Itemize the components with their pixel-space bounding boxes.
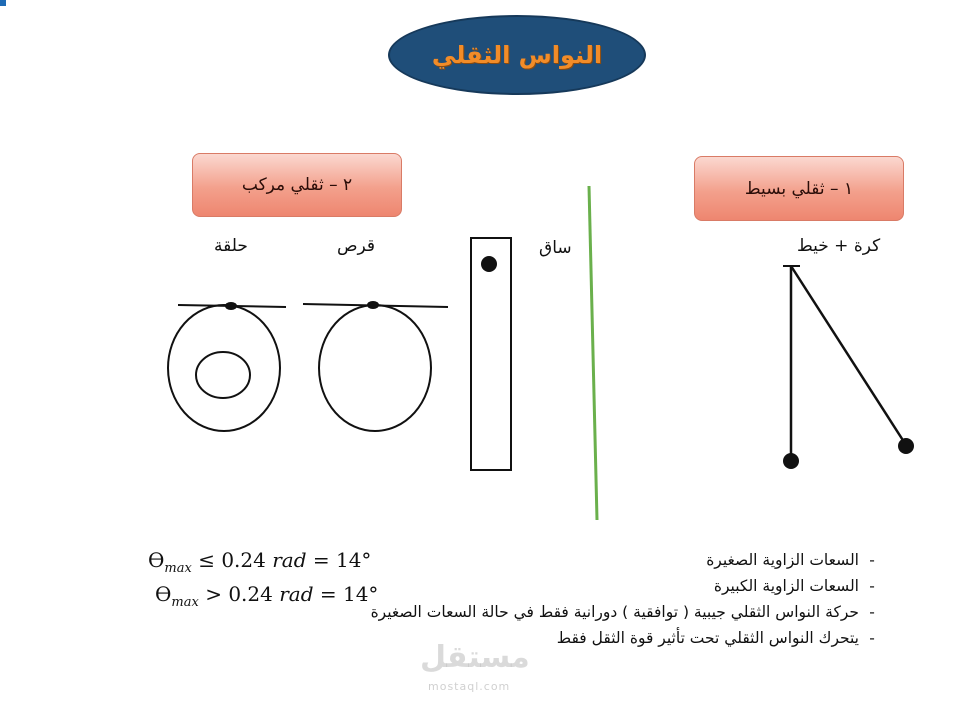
rod-label: ساق (539, 238, 572, 258)
note-item: -السعات الزاوية الصغيرة (706, 551, 875, 569)
note-item: -حركة النواس الثقلي جيبية ( توافقية ) دورانية فقط في حالة السعات الصغيرة (370, 603, 875, 621)
ring-outer (168, 305, 280, 431)
note-item: -السعات الزاوية الكبيرة (713, 577, 875, 595)
ring-inner (196, 352, 250, 398)
page-title: النواس الثقلي (431, 41, 603, 69)
large-amplitude-formula: $ϴ_{max} > 0.24$ rad = 14° (155, 582, 379, 610)
disc-drawing (303, 301, 448, 431)
ring-drawing (168, 302, 286, 431)
compound-pendulum-label: ٢ – ثقلي مركب (241, 175, 353, 195)
rod-drawing (471, 238, 511, 470)
small-amplitude-formula: $ϴ_{max} \le 0.24$ rad = 14° (148, 548, 372, 576)
watermark-logo: مستقل (420, 640, 530, 675)
ring-pivot-dot (225, 302, 237, 310)
pendulum-string-displaced (791, 266, 906, 445)
ball-string-label: كرة + خيط (797, 236, 881, 256)
watermark-domain: mostaql.com (428, 680, 511, 693)
rod-pivot-dot (481, 256, 497, 272)
pendulum-ball-displaced (898, 438, 914, 454)
simple-pendulum-label: ١ – ثقلي بسيط (744, 178, 854, 199)
disc-shape (319, 305, 431, 431)
note-item: -يتحرك النواس الثقلي تحت تأثير قوة الثقل فقط (556, 629, 875, 647)
pendulum-ball-rest (783, 453, 799, 469)
disc-label: قرص (337, 236, 376, 256)
rod-shape (471, 238, 511, 470)
disc-pivot-dot (367, 301, 379, 309)
ring-label: حلقة (214, 236, 248, 256)
divider-line (589, 186, 597, 520)
simple-pendulum-drawing (783, 266, 914, 469)
